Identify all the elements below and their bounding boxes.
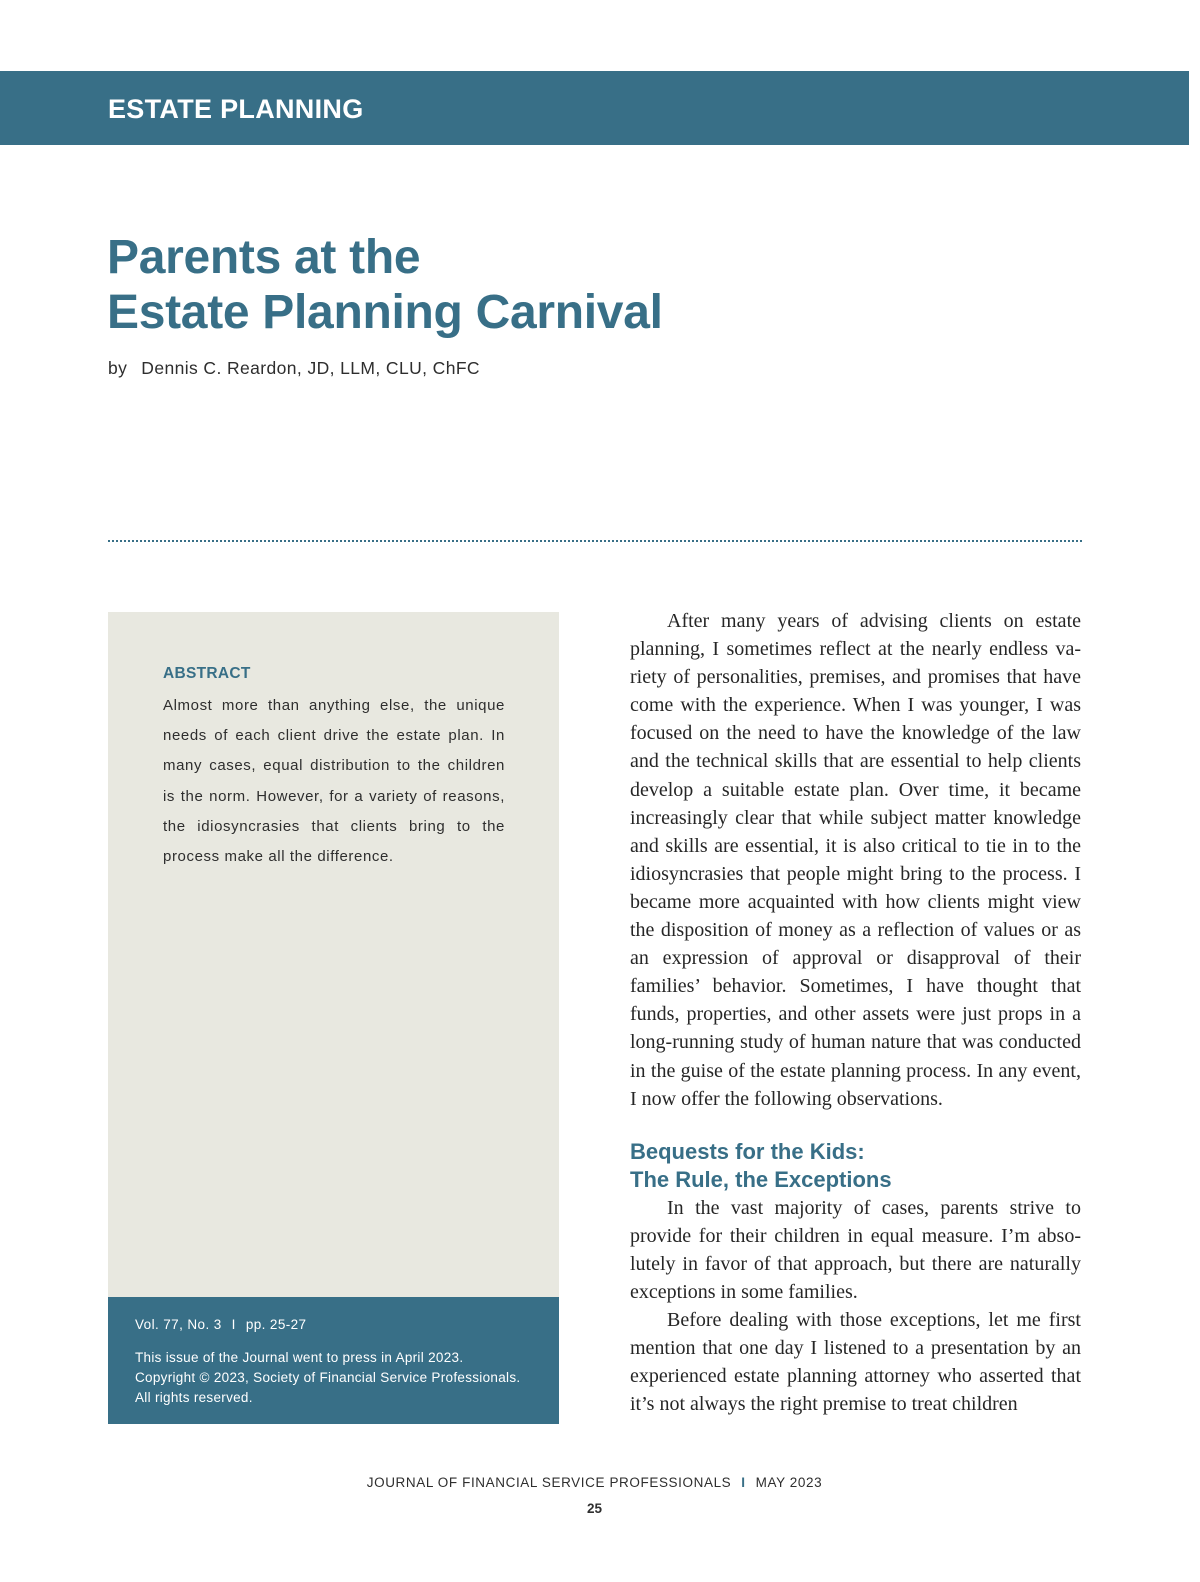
- page-range: pp. 25-27: [245, 1317, 307, 1332]
- byline: [108, 358, 480, 379]
- byline-prefix: by: [108, 358, 128, 378]
- abstract-text: Almost more than anything else, the unique needs of each client drive the estate plan. In many cases, equal distribution to the children is the norm. However, for a variety of reasons, the idiosyncrasies that clients bring to the process make all the difference.: [163, 697, 505, 866]
- footer-journal-line: [0, 1475, 1189, 1490]
- page-number: 25: [586, 1501, 603, 1516]
- article-body: [630, 607, 1081, 1418]
- copyright-line: Copyright © 2023, Society of Financial Service Professionals.: [135, 1370, 521, 1385]
- author-name: Dennis C. Reardon, JD, LLM, CLU, ChFC: [141, 358, 480, 378]
- dotted-divider: [108, 540, 1082, 542]
- title-line-1: Parents at the: [107, 231, 421, 284]
- publication-info-box: [108, 1297, 559, 1424]
- body-paragraph-3: Before dealing with those exceptions, let me first mention that one day I listened to a presentation by an experienced estate planning attorney who asserted that it’s not always the right premise to treat children: [630, 1309, 1081, 1416]
- abstract-heading: ABSTRACT: [163, 665, 251, 682]
- subheading-line-2: The Rule, the Exceptions: [630, 1166, 892, 1192]
- journal-name: JOURNAL OF FINANCIAL SERVICE PROFESSIONALS: [366, 1475, 732, 1490]
- volume-separator: I: [231, 1317, 236, 1332]
- volume-number: Vol. 77, No. 3: [135, 1317, 222, 1332]
- volume-pages-line: [135, 1317, 306, 1332]
- article-title: [107, 230, 663, 340]
- body-paragraph-1: After many years of advising clients on estate planning, I sometimes reflect at the nearly endless variety of personalities, premises, and promises that have come with the experience. When I was younger, I was focused on the need to have the knowledge of the law and the technical skills that are essential to help clients develop a suitable estate plan. Over time, it became increasingly clear that while subject matter knowledge and skills are essential, it is also critical to tie in to the idiosyncrasies that people might bring to the process. I became more acquainted with how clients might view the disposition of money as a reflection of values or as an expression of approval or disapproval of their families’ behavior. Sometimes, I have thought that funds, properties, and other assets were just props in a long-running study of human nature that was conducted in the guise of the estate planning process. In any event, I now offer the following observations.: [630, 610, 1081, 1110]
- abstract-sidebar: [108, 612, 559, 1424]
- press-note: This issue of the Journal went to press in April 2023.: [135, 1350, 464, 1365]
- title-line-2: Estate Planning Carnival: [107, 286, 663, 339]
- section-subheading: [630, 1138, 1081, 1194]
- section-header-band: [0, 71, 1189, 145]
- footer-separator: I: [741, 1475, 746, 1490]
- copyright-note: [135, 1348, 545, 1408]
- subheading-line-1: Bequests for the Kids:: [630, 1138, 865, 1164]
- body-paragraph-2: In the vast majority of cases, parents strive to provide for their children in equal measure. I’m absolutely in favor of that approach, but there are naturally exceptions in some families.: [630, 1196, 1081, 1303]
- rights-line: All rights reserved.: [135, 1390, 253, 1405]
- section-label: ESTATE PLANNING: [108, 94, 364, 124]
- issue-date: MAY 2023: [755, 1475, 823, 1490]
